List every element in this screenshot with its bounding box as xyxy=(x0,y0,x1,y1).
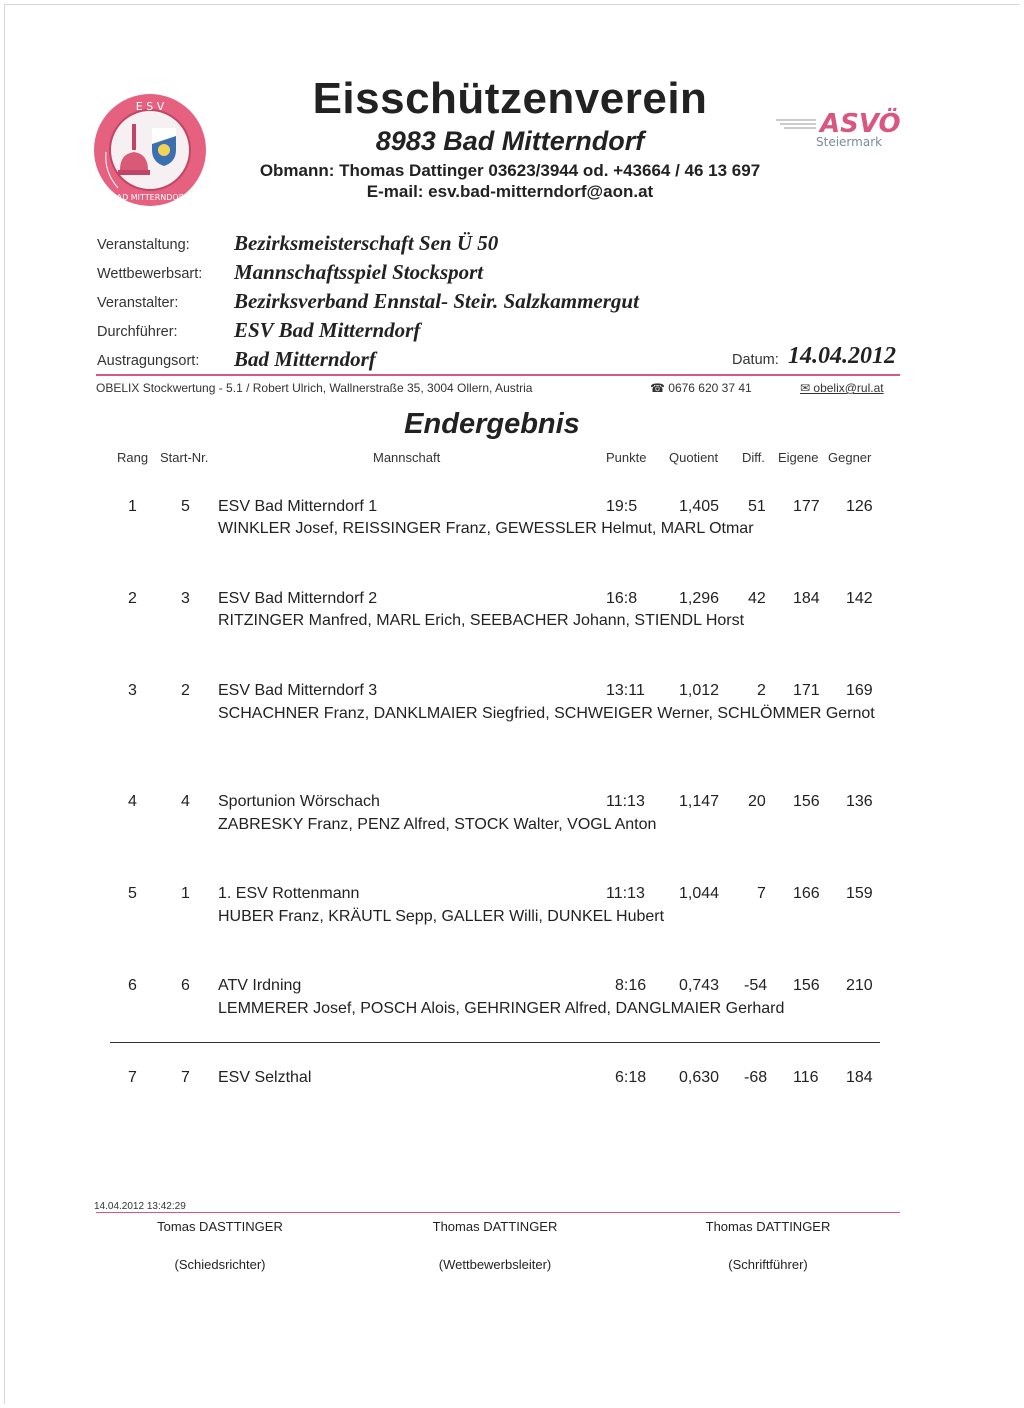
row-quotient: 1,012 xyxy=(679,682,720,699)
row-quotient: 1,147 xyxy=(679,793,720,810)
print-timestamp: 14.04.2012 13:42:29 xyxy=(94,1201,186,1212)
row-rang: 7 xyxy=(128,1069,137,1086)
event-label-wettbewerbsart: Wettbewerbsart: xyxy=(97,266,203,282)
row-team: ESV Bad Mitterndorf 2 xyxy=(218,590,378,607)
row-start-nr: 4 xyxy=(181,793,190,810)
row-members: SCHACHNER Franz, DANKLMAIER Siegfried, SCHWEIGER Werner, SCHLÖMMER Gernot xyxy=(218,705,875,722)
header-punkte: Punkte xyxy=(606,450,647,465)
row-gegner: 184 xyxy=(846,1069,873,1086)
signature-name-wettbewerbsleiter: Thomas DATTINGER xyxy=(432,1219,558,1234)
row-rang: 4 xyxy=(128,793,137,810)
event-value-wettbewerbsart: Mannschaftsspiel Stocksport xyxy=(234,260,484,284)
row-team: ESV Selzthal xyxy=(218,1069,312,1086)
row-members: HUBER Franz, KRÄUTL Sepp, GALLER Willi, DUNKEL Hubert xyxy=(218,908,665,925)
club-city: 8983 Bad Mitterndorf xyxy=(375,126,645,156)
club-title: Eisschützenverein xyxy=(312,74,708,123)
row-team: ESV Bad Mitterndorf 1 xyxy=(218,498,378,515)
row-punkte: 11:13 xyxy=(606,793,645,810)
event-value-veranstaltung: Bezirksmeisterschaft Sen Ü 50 xyxy=(234,231,499,255)
row-members: WINKLER Josef, REISSINGER Franz, GEWESSLER Helmut, MARL Otmar xyxy=(218,520,754,537)
row-start-nr: 3 xyxy=(181,590,190,607)
row-diff: 7 xyxy=(757,885,766,902)
row-punkte: 8:16 xyxy=(615,977,647,994)
signature-role-schiedsrichter: (Schiedsrichter) xyxy=(174,1257,266,1272)
row-members: LEMMERER Josef, POSCH Alois, GEHRINGER Alfred, DANGLMAIER Gerhard xyxy=(218,1000,785,1017)
club-email: E-mail: esv.bad-mitterndorf@aon.at xyxy=(366,182,654,201)
row-quotient: 0,743 xyxy=(679,977,720,994)
row-punkte: 16:8 xyxy=(606,590,638,607)
asvo-brand-text: ASVÖ xyxy=(820,109,901,139)
software-email-link[interactable]: ✉ obelix@rul.at xyxy=(800,381,884,395)
row-quotient: 1,044 xyxy=(679,885,720,902)
datum-label: Datum: xyxy=(732,352,779,368)
row-punkte: 6:18 xyxy=(615,1069,647,1086)
row-punkte: 13:11 xyxy=(606,682,645,699)
row-quotient: 1,405 xyxy=(679,498,720,515)
row-members: ZABRESKY Franz, PENZ Alfred, STOCK Walter, VOGL Anton xyxy=(218,816,657,833)
row-team: ESV Bad Mitterndorf 3 xyxy=(218,682,378,699)
row-gegner: 159 xyxy=(846,885,873,902)
row-eigene: 166 xyxy=(793,885,820,902)
software-phone: ☎ 0676 620 37 41 xyxy=(650,381,752,395)
header-gegner: Gegner xyxy=(828,450,872,465)
row-rang: 5 xyxy=(128,885,137,902)
row-team: ATV Irdning xyxy=(218,977,302,994)
event-value-austragungsort: Bad Mitterndorf xyxy=(234,347,376,371)
header-eigene: Eigene xyxy=(778,450,819,465)
datum-value: 14.04.2012 xyxy=(788,343,896,369)
row-start-nr: 5 xyxy=(181,498,190,515)
software-credit: OBELIX Stockwertung - 5.1 / Robert Ulrich, Wallnerstraße 35, 3004 Ollern, Austria xyxy=(96,381,533,395)
row-eigene: 184 xyxy=(793,590,820,607)
qualification-separator xyxy=(110,1042,880,1043)
header-divider xyxy=(96,374,900,376)
row-eigene: 171 xyxy=(793,682,820,699)
header-diff: Diff. xyxy=(742,450,765,465)
header-start-nr: Start-Nr. xyxy=(160,450,209,465)
row-punkte: 19:5 xyxy=(606,498,638,515)
signature-name-schriftfuehrer: Thomas DATTINGER xyxy=(705,1219,831,1234)
row-quotient: 0,630 xyxy=(679,1069,720,1086)
asvo-logo xyxy=(776,104,916,150)
event-value-durchfuehrer: ESV Bad Mitterndorf xyxy=(234,318,421,342)
row-start-nr: 7 xyxy=(181,1069,190,1086)
obmann-line: Obmann: Thomas Dattinger 03623/3944 od. +43664 / 46 13 697 xyxy=(259,161,761,180)
row-gegner: 136 xyxy=(846,793,873,810)
row-eigene: 156 xyxy=(793,793,820,810)
row-eigene: 156 xyxy=(793,977,820,994)
event-label-veranstalter: Veranstalter: xyxy=(97,295,179,311)
row-quotient: 1,296 xyxy=(679,590,720,607)
event-label-austragungsort: Austragungsort: xyxy=(97,353,200,369)
row-eigene: 116 xyxy=(793,1069,819,1086)
header-mannschaft: Mannschaft xyxy=(373,450,441,465)
row-start-nr: 6 xyxy=(181,977,190,994)
row-diff: -54 xyxy=(744,977,768,994)
signature-role-schriftfuehrer: (Schriftführer) xyxy=(728,1257,808,1272)
row-rang: 6 xyxy=(128,977,137,994)
header-rang: Rang xyxy=(117,450,149,465)
row-eigene: 177 xyxy=(793,498,820,515)
event-label-durchfuehrer: Durchführer: xyxy=(97,324,178,340)
row-start-nr: 2 xyxy=(181,682,190,699)
asvo-region-text: Steiermark xyxy=(816,135,883,149)
row-rang: 2 xyxy=(128,590,137,607)
document-title: Endergebnis xyxy=(404,408,580,440)
footer-divider xyxy=(96,1212,900,1213)
seal-top-text: E S V xyxy=(135,100,165,113)
row-members: RITZINGER Manfred, MARL Erich, SEEBACHER Johann, STIENDL Horst xyxy=(218,612,745,629)
row-diff: 42 xyxy=(748,590,766,607)
club-seal-logo xyxy=(92,92,208,208)
seal-bottom-text: BAD MITTERNDORF xyxy=(111,193,189,202)
row-start-nr: 1 xyxy=(181,885,190,902)
row-gegner: 210 xyxy=(846,977,873,994)
signature-role-wettbewerbsleiter: (Wettbewerbsleiter) xyxy=(438,1257,552,1272)
row-diff: 20 xyxy=(748,793,766,810)
row-diff: 2 xyxy=(757,682,766,699)
row-punkte: 11:13 xyxy=(606,885,645,902)
row-team: 1. ESV Rottenmann xyxy=(218,885,360,902)
event-label-veranstaltung: Veranstaltung: xyxy=(97,237,190,253)
row-rang: 3 xyxy=(128,682,137,699)
row-diff: -68 xyxy=(744,1069,768,1086)
row-gegner: 142 xyxy=(846,590,873,607)
row-team: Sportunion Wörschach xyxy=(218,793,380,810)
row-rang: 1 xyxy=(128,498,137,515)
header-quotient: Quotient xyxy=(669,450,719,465)
event-value-veranstalter: Bezirksverband Ennstal- Steir. Salzkammergut xyxy=(234,289,639,313)
row-gegner: 169 xyxy=(846,682,873,699)
row-gegner: 126 xyxy=(846,498,873,515)
row-diff: 51 xyxy=(748,498,766,515)
club-contact xyxy=(220,160,800,202)
signature-name-schiedsrichter: Tomas DASTTINGER xyxy=(157,1219,283,1234)
